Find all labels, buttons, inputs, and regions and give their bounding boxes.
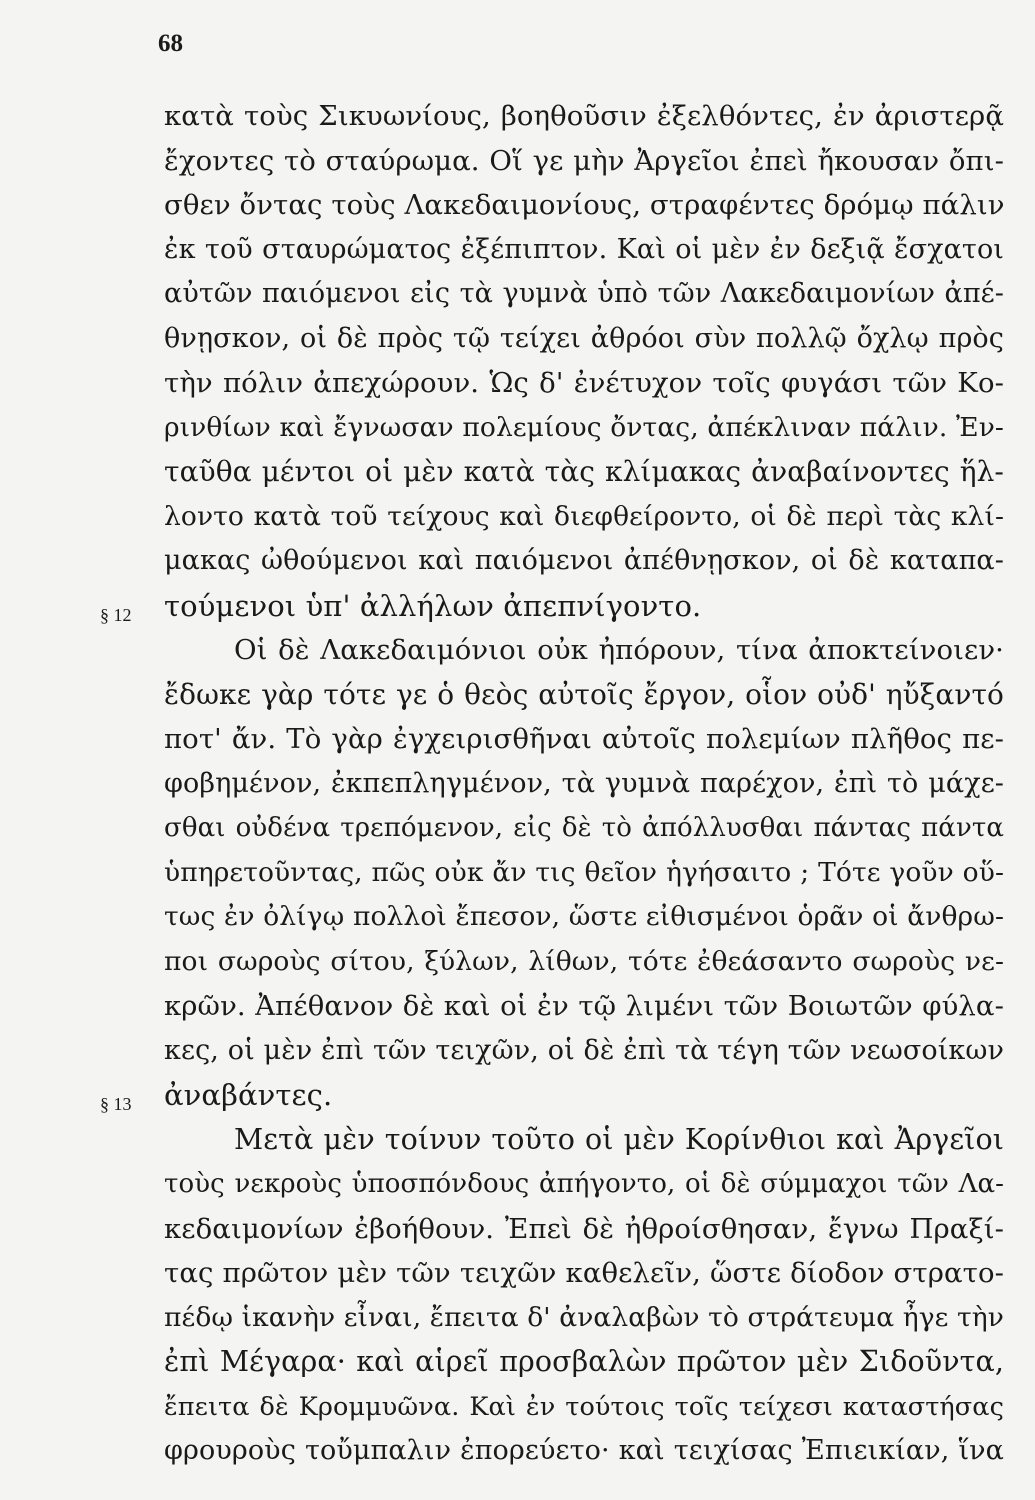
text-line: τοὺς νεκροὺς ὑποσπόνδους ἀπήγοντο, οἱ δὲ σύμμαχοι τῶν Λα- [164,1169,1004,1199]
text-line: ἔχοντες τὸ σταύρωμα. Οἵ γε μὴν Ἀργεῖοι ἐπεὶ ἤκουσαν ὄπι- [164,144,1004,177]
text-line: τως ἐν ὀλίγῳ πολλοὶ ἔπεσον, ὥστε εἰθισμένοι ὁρᾶν οἱ ἄνθρω- [164,901,1004,932]
page-number: 68 [158,30,183,57]
text-line: ἔδωκε γὰρ τότε γε ὁ θεὸς αὐτοῖς ἔργον, οἷον οὐδ' ηὔξαντό [164,677,1004,711]
section-mark-12: § 12 [100,605,132,625]
text-line: κατὰ τοὺς Σικυωνίους, βοηθοῦσιν ἐξελθόντες, ἐν ἀριστερᾷ [164,100,1004,132]
text-line: ρινθίων καὶ ἔγνωσαν πολεμίους ὄντας, ἀπέκλιναν πάλιν. Ἐν- [164,411,1004,443]
text-line: φοβημένον, ἐκπεπληγμένον, τὰ γυμνὰ παρέχον, ἐπὶ τὸ μάχε- [164,767,1004,799]
text-line: ὑπηρετοῦντας, πῶς οὐκ ἄν τις θεῖον ἡγήσαιτο ; Τότε γοῦν οὕ- [164,856,1004,888]
text-line: ταῦθα μέντοι οἱ μὲν κατὰ τὰς κλίμακας ἀναβαίνοντες ἥλ- [164,455,1004,488]
text-line: θνῃσκον, οἱ δὲ πρὸς τῷ τείχει ἀθρόοι σὺν πολλῷ ὄχλῳ πρὸς [164,322,1004,354]
body-text [164,94,1004,1474]
section-mark-13: § 13 [100,1094,132,1114]
text-line: Μετὰ μὲν τοίνυν τοῦτο οἱ μὲν Κορίνθιοι καὶ Ἀργεῖοι [234,1122,1004,1156]
text-line: λοντο κατὰ τοῦ τείχους καὶ διεφθείροντο, οἱ δὲ περὶ τὰς κλί- [164,500,1004,532]
text-line: ποτ' ἄν. Τὸ γὰρ ἐγχειρισθῆναι αὐτοῖς πολεμίων πλῆθος πε- [164,723,1004,755]
text-line: ἀναβάντες. [164,1078,333,1112]
text-line: τούμενοι ὑπ' ἀλλήλων ἀπεπνίγοντο. [164,588,702,623]
text-line: σθεν ὄντας τοὺς Λακεδαιμονίους, στραφέντες δρόμῳ πάλιν [164,189,1005,221]
text-line: φρουροὺς τοὔμπαλιν ἐπορεύετο· καὶ τειχίσας Ἐπιεικίαν, ἵνα [164,1435,1004,1466]
text-line: μακας ὠθούμενοι καὶ παιόμενοι ἀπέθνῃσκον, οἱ δὲ καταπα- [164,545,1004,576]
text-line: κρῶν. Ἀπέθανον δὲ καὶ οἱ ἐν τῷ λιμένι τῶν Βοιωτῶν φύλα- [164,990,1004,1022]
text-line: ποι σωροὺς σίτου, ξύλων, λίθων, τότε ἐθεάσαντο σωροὺς νε- [164,945,1004,977]
text-line: κεδαιμονίων ἐβοήθουν. Ἐπεὶ δὲ ἠθροίσθησαν, ἔγνω Πραξί- [164,1212,1004,1245]
text-line: τὴν πόλιν ἀπεχώρουν. Ὡς δ' ἐνέτυχον τοῖς φυγάσι τῶν Κο- [164,367,1004,399]
text-line: ἔπειτα δὲ Κρομμυῶνα. Καὶ ἐν τούτοις τοῖς τείχεσι καταστήσας [164,1391,1004,1422]
text-line: ἐκ τοῦ σταυρώματος ἐξέπιπτον. Καὶ οἱ μὲν ἐν δεξιᾷ ἔσχατοι [164,233,1004,265]
text-line: ἐπὶ Μέγαρα· καὶ αἱρεῖ προσβαλὼν πρῶτον μὲν Σιδοῦντα, [164,1345,1004,1378]
text-line: πέδῳ ἱκανὴν εἶναι, ἔπειτα δ' ἀναλαβὼν τὸ στράτευμα ἦγε τὴν [164,1301,1004,1333]
text-line: Οἱ δὲ Λακεδαιμόνιοι οὐκ ἠπόρουν, τίνα ἀποκτείνοιεν· [234,634,1004,666]
text-line: κες, οἱ μὲν ἐπὶ τῶν τειχῶν, οἱ δὲ ἐπὶ τὰ τέγη τῶν νεωσοίκων [164,1034,1004,1066]
text-line: αὐτῶν παιόμενοι εἰς τὰ γυμνὰ ὑπὸ τῶν Λακεδαιμονίων ἀπέ- [164,278,1004,309]
text-line: τας πρῶτον μὲν τῶν τειχῶν καθελεῖν, ὥστε δίοδον στρατο- [164,1257,1004,1289]
text-line: σθαι οὐδένα τρεπόμενον, εἰς δὲ τὸ ἀπόλλυσθαι πάντας πάντα [164,813,1004,843]
